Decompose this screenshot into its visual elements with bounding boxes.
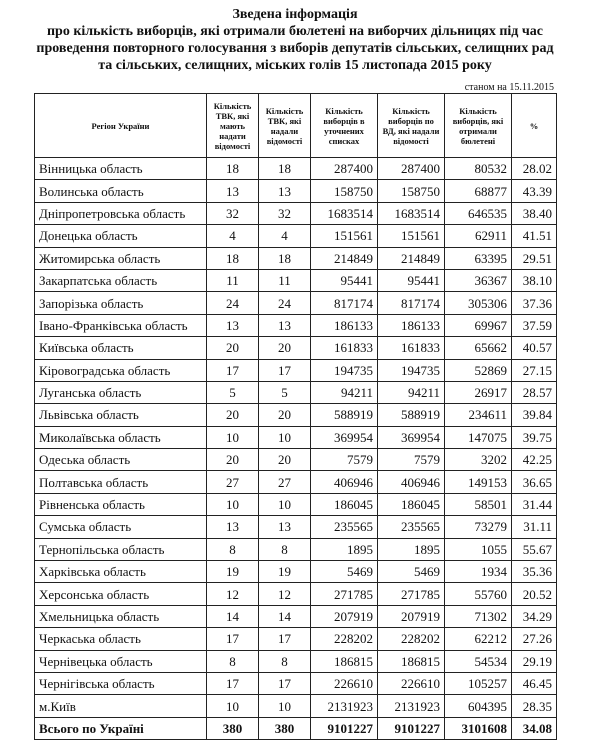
cell-percent: 41.51 [512,225,557,247]
cell-tvk-reported: 18 [259,247,311,269]
cell-tvk-required: 32 [207,202,259,224]
cell-voters-lists: 194735 [311,359,378,381]
cell-voters-lists: 369954 [311,426,378,448]
cell-tvk-reported: 20 [259,337,311,359]
cell-tvk-required: 17 [207,672,259,694]
cell-tvk-reported: 13 [259,180,311,202]
cell-percent: 29.19 [512,650,557,672]
cell-voters-lists: 9101227 [311,717,378,739]
cell-voters-reported: 2131923 [378,695,445,717]
cell-ballots-received: 71302 [445,605,512,627]
cell-tvk-reported: 11 [259,269,311,291]
cell-voters-reported: 271785 [378,583,445,605]
table-row [35,449,557,471]
cell-region: Сумська область [35,516,207,538]
cell-ballots-received: 1934 [445,561,512,583]
table-row [35,337,557,359]
cell-percent: 28.57 [512,381,557,403]
cell-ballots-received: 234611 [445,404,512,426]
header-tvk-required: Кількість ТВК, які мають надати відомості [207,94,259,158]
cell-tvk-reported: 17 [259,628,311,650]
cell-ballots-received: 65662 [445,337,512,359]
cell-voters-reported: 161833 [378,337,445,359]
cell-region: Чернівецька область [35,650,207,672]
cell-voters-reported: 588919 [378,404,445,426]
cell-voters-reported: 287400 [378,158,445,180]
cell-tvk-required: 8 [207,538,259,560]
cell-tvk-reported: 5 [259,381,311,403]
cell-ballots-received: 62911 [445,225,512,247]
cell-ballots-received: 149153 [445,471,512,493]
table-row [35,672,557,694]
table-row [35,561,557,583]
cell-tvk-reported: 8 [259,538,311,560]
title-line-4: та сільських, селищних, міських голів 15 листопада 2015 року [98,58,492,73]
cell-tvk-required: 24 [207,292,259,314]
table-row [35,516,557,538]
cell-voters-lists: 271785 [311,583,378,605]
cell-ballots-received: 62212 [445,628,512,650]
cell-tvk-reported: 17 [259,359,311,381]
cell-region: Київська область [35,337,207,359]
cell-region: Полтавська область [35,471,207,493]
cell-region: Миколаївська область [35,426,207,448]
table-row [35,381,557,403]
table-header-row [35,94,557,158]
table-row [35,426,557,448]
cell-ballots-received: 1055 [445,538,512,560]
cell-percent: 29.51 [512,247,557,269]
cell-region: Запорізька область [35,292,207,314]
cell-percent: 35.36 [512,561,557,583]
cell-tvk-reported: 13 [259,516,311,538]
cell-region: Херсонська область [35,583,207,605]
cell-tvk-required: 14 [207,605,259,627]
cell-region: Кіровоградська область [35,359,207,381]
cell-percent: 20.52 [512,583,557,605]
cell-region: Рівненська область [35,493,207,515]
cell-voters-lists: 226610 [311,672,378,694]
cell-percent: 39.84 [512,404,557,426]
cell-voters-reported: 186815 [378,650,445,672]
cell-ballots-received: 147075 [445,426,512,448]
cell-voters-reported: 226610 [378,672,445,694]
cell-voters-lists: 94211 [311,381,378,403]
cell-percent: 38.10 [512,269,557,291]
cell-percent: 28.02 [512,158,557,180]
cell-region: Всього по Україні [35,717,207,739]
cell-ballots-received: 646535 [445,202,512,224]
cell-percent: 34.29 [512,605,557,627]
table-row [35,314,557,336]
cell-tvk-required: 17 [207,628,259,650]
table-row [35,247,557,269]
cell-tvk-reported: 32 [259,202,311,224]
cell-voters-lists: 186045 [311,493,378,515]
cell-voters-lists: 7579 [311,449,378,471]
cell-voters-lists: 207919 [311,605,378,627]
cell-voters-lists: 186133 [311,314,378,336]
cell-voters-reported: 186133 [378,314,445,336]
cell-voters-reported: 194735 [378,359,445,381]
table-row [35,650,557,672]
cell-tvk-reported: 8 [259,650,311,672]
header-ballots-received: Кількість виборців, які отримали бюлетені [445,94,512,158]
cell-tvk-reported: 17 [259,672,311,694]
cell-tvk-reported: 24 [259,292,311,314]
table-row [35,538,557,560]
cell-region: Донецька область [35,225,207,247]
cell-percent: 38.40 [512,202,557,224]
cell-tvk-required: 27 [207,471,259,493]
cell-percent: 55.67 [512,538,557,560]
table-row [35,404,557,426]
cell-voters-reported: 369954 [378,426,445,448]
cell-voters-lists: 235565 [311,516,378,538]
cell-region: Івано-Франківська область [35,314,207,336]
cell-voters-reported: 1895 [378,538,445,560]
cell-region: Тернопільська область [35,538,207,560]
header-voters-reported: Кількість виборців по ВД, які надали відомості [378,94,445,158]
cell-region: Дніпропетровська область [35,202,207,224]
cell-percent: 36.65 [512,471,557,493]
cell-tvk-reported: 10 [259,695,311,717]
cell-percent: 27.15 [512,359,557,381]
cell-tvk-required: 20 [207,449,259,471]
cell-ballots-received: 80532 [445,158,512,180]
as-of-date: станом на 15.11.2015 [464,82,554,93]
turnout-table [34,93,557,740]
cell-voters-reported: 1683514 [378,202,445,224]
cell-ballots-received: 54534 [445,650,512,672]
cell-ballots-received: 604395 [445,695,512,717]
cell-percent: 31.11 [512,516,557,538]
cell-tvk-required: 4 [207,225,259,247]
cell-percent: 31.44 [512,493,557,515]
cell-tvk-reported: 12 [259,583,311,605]
cell-tvk-reported: 380 [259,717,311,739]
cell-tvk-reported: 13 [259,314,311,336]
cell-percent: 37.59 [512,314,557,336]
table-row [35,180,557,202]
cell-ballots-received: 63395 [445,247,512,269]
cell-voters-lists: 161833 [311,337,378,359]
cell-tvk-reported: 20 [259,449,311,471]
cell-tvk-required: 18 [207,158,259,180]
cell-percent: 46.45 [512,672,557,694]
cell-tvk-required: 8 [207,650,259,672]
cell-tvk-reported: 27 [259,471,311,493]
cell-ballots-received: 3202 [445,449,512,471]
cell-voters-reported: 151561 [378,225,445,247]
cell-ballots-received: 73279 [445,516,512,538]
cell-voters-reported: 95441 [378,269,445,291]
title-line-2: про кількість виборців, які отримали бюлетені на виборчих дільницях під час [46,24,543,39]
table-row [35,605,557,627]
header-region: Регіон України [35,94,207,158]
cell-tvk-required: 10 [207,426,259,448]
cell-tvk-required: 380 [207,717,259,739]
cell-tvk-reported: 19 [259,561,311,583]
cell-ballots-received: 26917 [445,381,512,403]
cell-voters-reported: 235565 [378,516,445,538]
cell-ballots-received: 3101608 [445,717,512,739]
cell-tvk-required: 13 [207,516,259,538]
table-body [35,158,557,740]
cell-voters-reported: 817174 [378,292,445,314]
cell-percent: 27.26 [512,628,557,650]
cell-ballots-received: 68877 [445,180,512,202]
cell-ballots-received: 52869 [445,359,512,381]
cell-voters-lists: 186815 [311,650,378,672]
cell-tvk-required: 20 [207,404,259,426]
title-line-1: Зведена інформація [232,7,358,22]
cell-tvk-required: 13 [207,314,259,336]
table-row [35,628,557,650]
table-row [35,292,557,314]
cell-voters-lists: 817174 [311,292,378,314]
cell-region: Львівська область [35,404,207,426]
cell-region: Вінницька область [35,158,207,180]
cell-tvk-required: 20 [207,337,259,359]
table-row-total [35,717,557,739]
table-row [35,202,557,224]
cell-voters-reported: 5469 [378,561,445,583]
cell-region: Чернігівська область [35,672,207,694]
cell-tvk-reported: 4 [259,225,311,247]
cell-region: Житомирська область [35,247,207,269]
cell-tvk-required: 17 [207,359,259,381]
table-row [35,359,557,381]
cell-region: Луганська область [35,381,207,403]
cell-ballots-received: 55760 [445,583,512,605]
cell-tvk-reported: 10 [259,426,311,448]
cell-ballots-received: 36367 [445,269,512,291]
cell-tvk-reported: 10 [259,493,311,515]
cell-percent: 34.08 [512,717,557,739]
table-row [35,158,557,180]
cell-region: Харківська область [35,561,207,583]
cell-voters-reported: 214849 [378,247,445,269]
cell-percent: 40.57 [512,337,557,359]
cell-region: Черкаська область [35,628,207,650]
cell-region: Одеська область [35,449,207,471]
cell-voters-reported: 158750 [378,180,445,202]
cell-voters-lists: 228202 [311,628,378,650]
cell-voters-reported: 406946 [378,471,445,493]
cell-ballots-received: 58501 [445,493,512,515]
cell-tvk-reported: 20 [259,404,311,426]
cell-percent: 28.35 [512,695,557,717]
cell-tvk-required: 18 [207,247,259,269]
table-row [35,695,557,717]
cell-voters-lists: 287400 [311,158,378,180]
cell-percent: 39.75 [512,426,557,448]
cell-tvk-required: 19 [207,561,259,583]
cell-voters-lists: 1683514 [311,202,378,224]
cell-voters-reported: 7579 [378,449,445,471]
header-tvk-reported: Кількість ТВК, які надали відомості [259,94,311,158]
cell-voters-reported: 207919 [378,605,445,627]
cell-tvk-required: 13 [207,180,259,202]
cell-tvk-required: 11 [207,269,259,291]
cell-voters-reported: 9101227 [378,717,445,739]
cell-region: Волинська область [35,180,207,202]
cell-voters-lists: 95441 [311,269,378,291]
cell-voters-lists: 1895 [311,538,378,560]
cell-tvk-reported: 18 [259,158,311,180]
cell-tvk-reported: 14 [259,605,311,627]
cell-region: Хмельницька область [35,605,207,627]
cell-region: м.Київ [35,695,207,717]
cell-voters-lists: 158750 [311,180,378,202]
cell-ballots-received: 69967 [445,314,512,336]
cell-tvk-required: 5 [207,381,259,403]
cell-voters-lists: 151561 [311,225,378,247]
cell-voters-reported: 94211 [378,381,445,403]
cell-voters-lists: 406946 [311,471,378,493]
cell-voters-reported: 228202 [378,628,445,650]
cell-tvk-required: 10 [207,695,259,717]
cell-voters-lists: 588919 [311,404,378,426]
cell-region: Закарпатська область [35,269,207,291]
table-row [35,583,557,605]
cell-percent: 37.36 [512,292,557,314]
cell-voters-lists: 5469 [311,561,378,583]
title-line-3: проведення повторного голосування з виборів депутатів сільських, селищних рад [36,41,554,56]
table-row [35,471,557,493]
cell-percent: 43.39 [512,180,557,202]
cell-voters-lists: 214849 [311,247,378,269]
table-row [35,225,557,247]
header-voters-lists: Кількість виборців в уточнених списках [311,94,378,158]
document-title [0,6,590,74]
cell-voters-lists: 2131923 [311,695,378,717]
cell-voters-reported: 186045 [378,493,445,515]
cell-ballots-received: 305306 [445,292,512,314]
cell-percent: 42.25 [512,449,557,471]
table-row [35,493,557,515]
table-row [35,269,557,291]
header-percent: % [512,94,557,158]
cell-tvk-required: 12 [207,583,259,605]
cell-ballots-received: 105257 [445,672,512,694]
cell-tvk-required: 10 [207,493,259,515]
